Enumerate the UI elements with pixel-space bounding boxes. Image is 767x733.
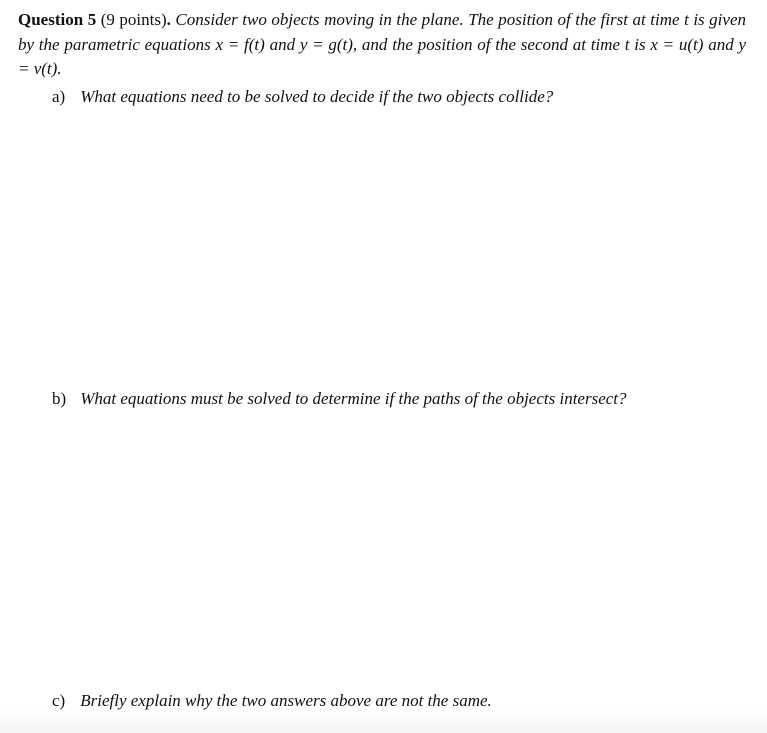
question-period: . xyxy=(166,10,171,29)
part-a xyxy=(52,85,553,109)
part-a-text: What equations need to be solved to decide if the two objects collide? xyxy=(80,87,554,106)
question-statement xyxy=(18,8,746,82)
part-c-label: c) xyxy=(52,691,66,710)
part-b xyxy=(52,387,627,411)
part-a-answer-space[interactable] xyxy=(18,115,746,380)
part-b-label: b) xyxy=(52,389,67,408)
part-a-label: a) xyxy=(52,87,66,106)
question-points: (9 points) xyxy=(96,10,167,29)
question-body: Consider two objects moving in the plane. The position of the first at time t is given by the parametric equations x = f(t) and y = g(t), and the position of the second at time t is x = u(t) and y = v(t). xyxy=(18,10,746,78)
question-label: Question 5 xyxy=(18,10,97,29)
page-bottom-edge xyxy=(0,711,767,733)
part-c xyxy=(52,689,492,713)
part-c-text: Briefly explain why the two answers above are not the same. xyxy=(80,691,492,710)
part-b-answer-space[interactable] xyxy=(18,417,746,682)
part-b-text: What equations must be solved to determine if the paths of the objects intersect? xyxy=(80,389,627,408)
